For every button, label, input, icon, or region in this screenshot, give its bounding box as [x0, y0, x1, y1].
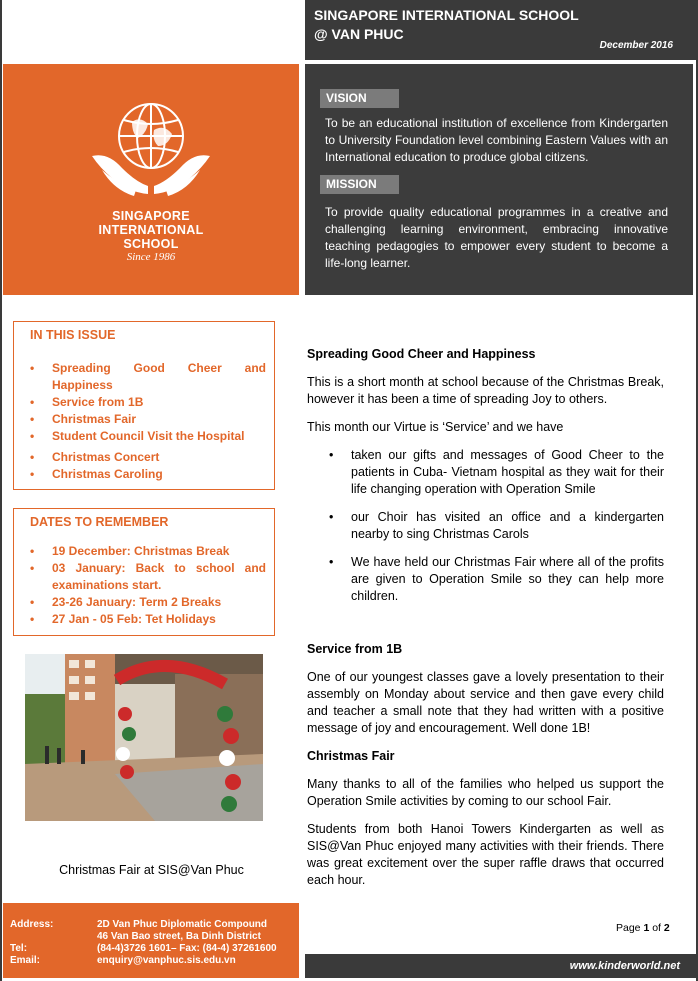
page-border-left — [0, 0, 2, 981]
christmas-fair-photo — [25, 654, 263, 821]
bullet-icon: • — [329, 510, 334, 524]
issue-item[interactable]: • Spreading Good Cheer and Happiness — [30, 361, 266, 392]
bullet-icon: • — [30, 595, 35, 609]
bullet-icon: • — [30, 544, 35, 558]
address-label: Address: — [10, 919, 54, 930]
issue-item[interactable]: • Student Council Visit the Hospital — [30, 429, 245, 443]
photo-caption: Christmas Fair at SIS@Van Phuc — [59, 863, 244, 877]
issue-item[interactable]: • Christmas Fair — [30, 412, 137, 426]
heading-christmas-fair: Christmas Fair — [307, 749, 395, 763]
issue-date: December 2016 — [599, 40, 673, 51]
bullet-icon: • — [329, 555, 334, 569]
dates-to-remember-box — [13, 508, 275, 636]
heading-service-from-1b: Service from 1B — [307, 642, 403, 656]
logo-since: Since 1986 — [126, 251, 176, 263]
dates-list — [14, 543, 274, 628]
bullet-icon: • — [30, 395, 35, 409]
date-item: • 27 Jan - 05 Feb: Tet Holidays — [30, 612, 216, 626]
bullet-icon: • — [329, 448, 334, 462]
bullet-item: • We have held our Christmas Fair where all of the profits are given to Operation Smile so they can help more children. — [329, 555, 664, 603]
issue-item[interactable]: • Service from 1B — [30, 395, 144, 409]
in-this-issue-list — [14, 360, 274, 483]
bullet-icon: • — [30, 467, 35, 481]
mission-label: MISSION — [320, 175, 399, 194]
bullet-icon: • — [30, 612, 35, 626]
school-title — [314, 6, 579, 44]
vision-label: VISION — [320, 89, 399, 108]
in-this-issue-title: IN THIS ISSUE — [30, 328, 116, 342]
issue-item[interactable]: • Christmas Caroling — [30, 467, 163, 481]
address-box — [3, 903, 299, 978]
paragraph: This month our Virtue is ‘Service’ and we have — [307, 420, 564, 434]
logo-name-line3: SCHOOL — [123, 237, 179, 251]
bullet-icon: • — [30, 450, 35, 464]
logo-wordmark — [3, 209, 299, 251]
dates-title: DATES TO REMEMBER — [30, 515, 169, 529]
bullet-item: • our Choir has visited an office and a kindergarten nearby to sing Christmas Carols — [329, 510, 664, 541]
paragraph: One of our youngest classes gave a lovely presentation to their assembly on Monday about service and then gave every child and teacher a small note that they had written with a positive message of joy and encouragement. Well done 1B! — [307, 670, 664, 735]
footer-bar — [305, 954, 696, 978]
paragraph: Many thanks to all of the families who helped us support the Operation Smile activities by coming to our school Fair. — [307, 777, 664, 808]
bullet-icon: • — [30, 429, 35, 443]
address-line1: 2D Van Phuc Diplomatic Compound — [97, 919, 268, 930]
main-article — [307, 346, 664, 889]
date-item: • 19 December: Christmas Break — [30, 544, 230, 558]
paragraph: Students from both Hanoi Towers Kindergarten as well as SIS@Van Phuc enjoyed many activities with their friends. There was great excitement over the super raffle draws that occurred each hour. — [307, 822, 664, 887]
bullet-icon: • — [30, 412, 35, 426]
school-title-line2: @ VAN PHUC — [314, 26, 404, 42]
school-title-line1: SINGAPORE INTERNATIONAL SCHOOL — [314, 7, 579, 23]
email-value[interactable]: enquiry@vanphuc.sis.edu.vn — [97, 955, 236, 966]
tel-value: (84-4)3726 1601– Fax: (84-4) 37261600 — [97, 943, 277, 954]
globe-hands-logo-icon — [88, 94, 214, 206]
bullet-icon: • — [30, 361, 35, 375]
page-number: Page 1 of 2 — [616, 922, 670, 934]
tel-label: Tel: — [10, 943, 28, 954]
in-this-issue-box — [13, 321, 275, 490]
service-bullet-list — [307, 447, 664, 605]
logo-name-line2: INTERNATIONAL — [98, 223, 204, 237]
paragraph: This is a short month at school because of the Christmas Break, however it has been a time of spreading Joy to others. — [307, 375, 664, 406]
email-label: Email: — [10, 955, 41, 966]
vision-text: To be an educational institution of excellence from Kindergarten to University Foundation level combining Eastern Values with an International education to produce global citizens. — [325, 116, 668, 164]
heading-spreading-good-cheer: Spreading Good Cheer and Happiness — [307, 347, 536, 361]
logo-name-line1: SINGAPORE — [112, 209, 190, 223]
header-bar — [305, 0, 698, 60]
bullet-icon: • — [30, 561, 35, 575]
christmas-fair-photo-image — [25, 654, 263, 821]
address-line2: 46 Van Bao street, Ba Dinh District — [97, 931, 261, 942]
logo-panel — [3, 64, 299, 295]
date-item: • 23-26 January: Term 2 Breaks — [30, 595, 222, 609]
date-item: • 03 January: Back to school and examinations start. — [30, 561, 266, 592]
mission-text: To provide quality educational programmes in a creative and challenging learning environment, embracing innovative teaching pedagogies to empower every student to become a life-long learner. — [325, 205, 668, 270]
website-link[interactable]: www.kinderworld.net — [569, 960, 680, 972]
vision-mission-panel — [305, 64, 693, 295]
bullet-item: • taken our gifts and messages of Good Cheer to the patients in Cuba- Vietnam hospital as they wait for their life changing operation with Operation Smile — [329, 448, 664, 496]
issue-item[interactable]: • Christmas Concert — [30, 450, 160, 464]
